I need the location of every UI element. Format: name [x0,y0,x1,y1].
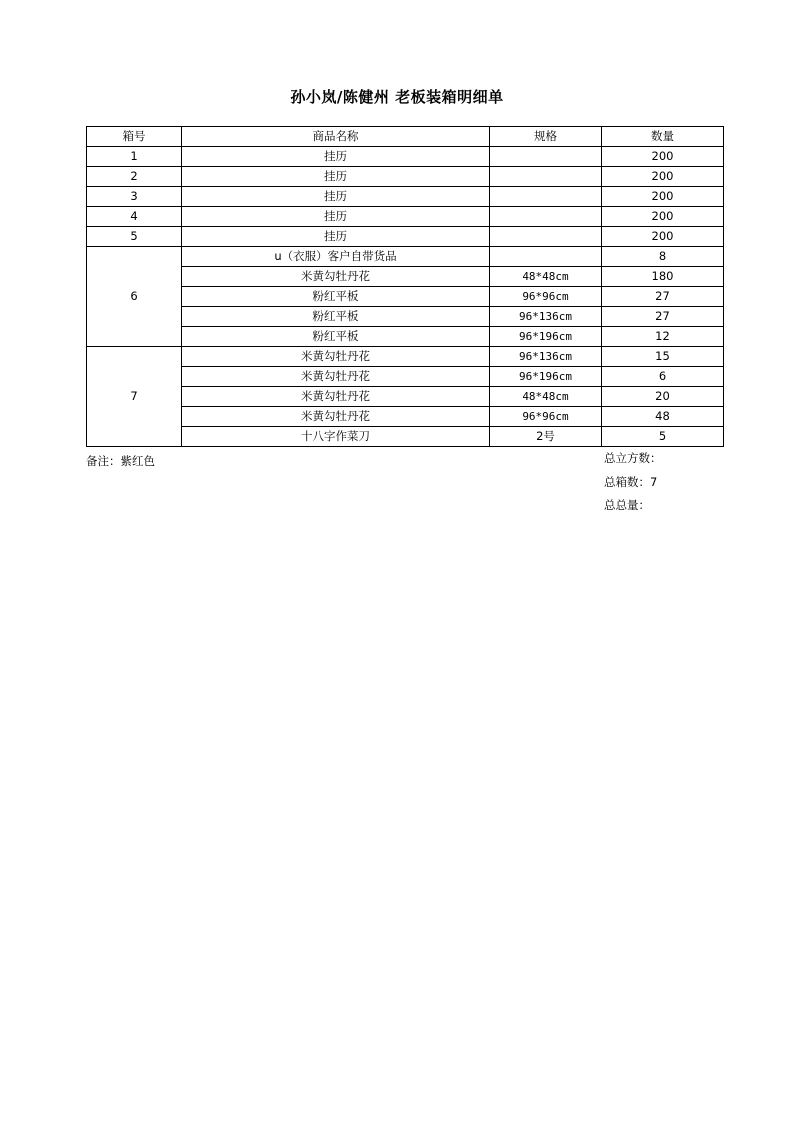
total-volume: 总立方数： [604,451,662,465]
product-name: 挂历 [182,207,490,227]
product-spec: 48*48cm [490,267,602,287]
table-row [87,147,724,167]
product-name: u（衣服）客户自带货品 [182,247,490,267]
product-quantity: 200 [602,147,724,167]
product-name: 挂历 [182,147,490,167]
header-spec: 规格 [490,127,602,147]
table-row [87,247,724,267]
product-name: 十八字作菜刀 [182,427,490,447]
product-spec: 96*136cm [490,307,602,327]
packing-list-table [86,126,724,447]
product-spec: 96*96cm [490,287,602,307]
box-number: 7 [87,347,182,447]
table-row [87,287,724,307]
product-spec [490,227,602,247]
product-quantity: 180 [602,267,724,287]
box-number: 3 [87,187,182,207]
product-spec [490,187,602,207]
product-spec: 96*196cm [490,367,602,387]
product-spec: 96*96cm [490,407,602,427]
table-row [87,227,724,247]
table-row [87,327,724,347]
product-quantity: 8 [602,247,724,267]
product-spec [490,147,602,167]
product-quantity: 200 [602,207,724,227]
product-name: 粉红平板 [182,307,490,327]
product-quantity: 200 [602,167,724,187]
table-row [87,307,724,327]
product-quantity: 48 [602,407,724,427]
box-number: 1 [87,147,182,167]
product-name: 粉红平板 [182,287,490,307]
product-spec: 96*136cm [490,347,602,367]
table-row [87,167,724,187]
product-spec [490,207,602,227]
product-spec [490,247,602,267]
product-name: 米黄勾牡丹花 [182,267,490,287]
product-quantity: 27 [602,307,724,327]
product-spec: 2号 [490,427,602,447]
product-name: 米黄勾牡丹花 [182,407,490,427]
product-name: 挂历 [182,187,490,207]
header-quantity: 数量 [602,127,724,147]
page-title: 孙小岚/陈健州 老板装箱明细单 [290,88,504,106]
product-quantity: 15 [602,347,724,367]
box-number: 4 [87,207,182,227]
product-name: 挂历 [182,167,490,187]
product-spec: 96*196cm [490,327,602,347]
total-boxes: 总箱数：7 [604,475,658,489]
table-row [87,427,724,447]
product-name: 米黄勾牡丹花 [182,347,490,367]
product-quantity: 20 [602,387,724,407]
product-spec: 48*48cm [490,387,602,407]
box-number: 5 [87,227,182,247]
table-row [87,407,724,427]
product-name: 挂历 [182,227,490,247]
product-name: 米黄勾牡丹花 [182,367,490,387]
table-row [87,367,724,387]
header-row [87,127,724,147]
product-quantity: 5 [602,427,724,447]
product-quantity: 27 [602,287,724,307]
table-row [87,267,724,287]
product-quantity: 200 [602,227,724,247]
product-spec [490,167,602,187]
table-row [87,207,724,227]
table-row [87,387,724,407]
product-name: 粉红平板 [182,327,490,347]
total-weight: 总总量： [604,498,650,512]
box-number: 2 [87,167,182,187]
remark-note: 备注：紫红色 [86,454,155,468]
header-product-name: 商品名称 [182,127,490,147]
product-quantity: 12 [602,327,724,347]
product-name: 米黄勾牡丹花 [182,387,490,407]
table-row [87,187,724,207]
box-number: 6 [87,247,182,347]
product-quantity: 200 [602,187,724,207]
table-row [87,347,724,367]
product-quantity: 6 [602,367,724,387]
header-box-no: 箱号 [87,127,182,147]
